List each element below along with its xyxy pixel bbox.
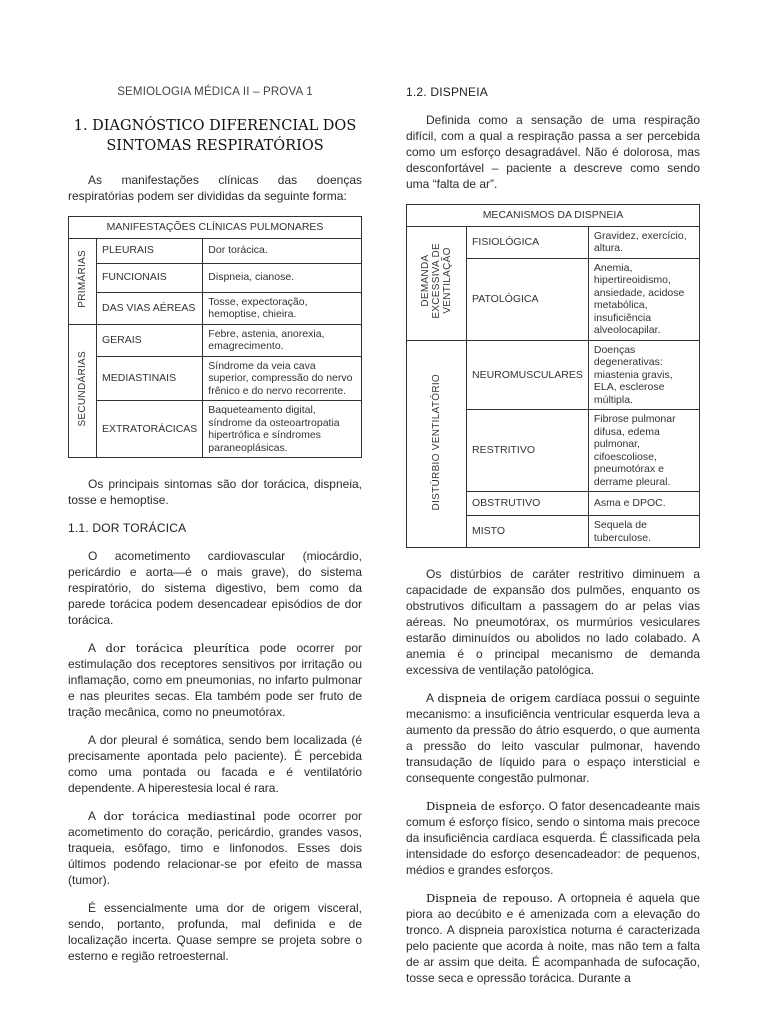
repouso-paragraph: Dispneia de repouso. A ortopneia é aquela que piora ao decúbito e é amenizada com a elevação do tronco. A dispneia paroxística noturna é caracterizada pelo paciente que acorda à noite, mas não tem a falta de ar assim que deita. É acompanhada de sufocação, tosse seca e opressão torácica. Durante a (406, 891, 700, 985)
table-header: MECANISMOS DA DISPNEIA (407, 205, 700, 227)
term-pleuritica: dor torácica pleurítica (105, 641, 250, 655)
left-column (68, 84, 362, 976)
table-cell-desc: Doenças degenerativas: miastenia gravis, ELA, esclerose múltipla. (588, 340, 699, 410)
section-title-line-2: SINTOMAS RESPIRATÓRIOS (106, 138, 324, 154)
visceral-paragraph: É essencialmente uma dor de origem visceral, sendo, portanto, profunda, mal definida e de localização incerta. Quase sempre se projeta sobre o esterno e região retroesternal. (68, 901, 362, 963)
table-cell-name: EXTRATORÁCICAS (97, 401, 203, 458)
restritivo-paragraph: Os distúrbios de caráter restritivo diminuem a capacidade de expansão dos pulmões, enquanto os obstrutivos dificultam a passagem do ar pelas vias aéreas. No pneumotórax, os murmúrios vesiculares estarão diminuídos ou abolidos no lado colabado. A anemia é o principal mecanismo de demanda excessiva de ventilação patológica. (406, 567, 700, 677)
table-cell-name: OBSTRUTIVO (467, 492, 589, 516)
esforco-paragraph: Dispneia de esforço. O fator desencadeante mais comum é esforço físico, sendo o sintoma mais precoce da insuficiência cardíaca esquerda. É classificada pela intensidade do esforço desencadeador: de pequenos, médios e grandes esforços. (406, 799, 700, 877)
table-cell-name: DAS VIAS AÉREAS (97, 292, 203, 324)
running-header: SEMIOLOGIA MÉDICA II – PROVA 1 (117, 86, 313, 98)
table-cell-name: MISTO (467, 516, 589, 548)
table-cell-desc: Baqueteamento digital, síndrome da osteoartropatia hipertrófica e síndromes paraneoplásicas. (203, 401, 362, 458)
term-dispneia-origem: dispneia de origem (437, 691, 551, 705)
table-cell-name: FISIOLÓGICA (467, 226, 589, 258)
pleural-paragraph: A dor pleural é somática, sendo bem localizada (é precisamente apontada pelo paciente). É percebida como uma pontada ou facada e é ventilatório dependente. A hiperestesia local é rara. (68, 733, 362, 795)
cardio-paragraph: O acometimento cardiovascular (miocárdio, pericárdio e aorta—é o mais grave), do sistema respiratório, do sistema digestivo, bem como da parede torácica podem desencadear episódios de dor torácica. (68, 549, 362, 627)
pulmonary-manifestations-table (68, 216, 362, 458)
intro-paragraph: As manifestações clínicas das doenças respiratórias podem ser divididas da seguinte forma: (68, 173, 362, 203)
definition-paragraph: Definida como a sensação de uma respiração difícil, com a qual a respiração passa a ser percebida como um esforço desagradável. Não é dolorosa, mas desconfortável – paciente a descreve como sendo uma “falta de ar”. (406, 113, 700, 191)
group-label-disturbio: DISTÚRBIO VENTILATÓRIO (407, 340, 467, 548)
group-label-secondary: SECUNDÁRIAS (69, 324, 97, 458)
table-cell-desc: Dispneia, cianose. (203, 263, 362, 292)
table-cell-name: MEDIASTINAIS (97, 356, 203, 401)
table-cell-name: GERAIS (97, 324, 203, 356)
term-dispneia-esforco: Dispneia de esforço. (426, 799, 546, 813)
table-cell-name: PATOLÓGICA (467, 258, 589, 340)
subsection-heading-dispneia: 1.2. DISPNEIA (406, 85, 488, 99)
table-cell-name: PLEURAIS (97, 238, 203, 263)
pleuritica-paragraph: A dor torácica pleurítica pode ocorrer por estimulação dos receptores sensitivos por irritação ou inflamação, como em pneumonias, no infarto pulmonar e nas pleurites secas. Ela também pode ser fruto de tração mecânica, como no pneumotórax. (68, 641, 362, 719)
origem-paragraph: A dispneia de origem cardíaca possui o seguinte mecanismo: a insuficiência ventricular esquerda leva a aumento da pressão do átrio esquerdo, o que aumenta a pressão do leito vascular pulmonar, havendo transudação de líquido para o espaço intersticial e consequente congestão pulmonar. (406, 691, 700, 785)
right-column (406, 84, 700, 998)
term-dispneia-repouso: Dispneia de repouso. (426, 891, 554, 905)
dyspnea-mechanisms-table (406, 204, 700, 548)
mediastinal-paragraph: A dor torácica mediastinal pode ocorrer por acometimento do coração, pericárdio, grandes vasos, traqueia, esôfago, timo e linfonodos. Esses dois últimos podendo relacionar-se por efeito de massa (tumor). (68, 809, 362, 887)
table-cell-desc: Asma e DPOC. (588, 492, 699, 516)
table-cell-desc: Fibrose pulmonar difusa, edema pulmonar, cifoescoliose, pneumotórax e derrame pleural. (588, 410, 699, 492)
term-mediastinal: dor torácica mediastinal (103, 809, 256, 823)
table-cell-desc: Sequela de tuberculose. (588, 516, 699, 548)
section-title (68, 116, 362, 156)
group-label-demanda: DEMANDA EXCESSIVA DE VENTILAÇÃO (407, 226, 467, 340)
table-cell-name: RESTRITIVO (467, 410, 589, 492)
table-cell-name: NEUROMUSCULARES (467, 340, 589, 410)
table-cell-desc: Tosse, expectoração, hemoptise, chieira. (203, 292, 362, 324)
table-cell-name: FUNCIONAIS (97, 263, 203, 292)
subsection-heading-dor: 1.1. DOR TORÁCICA (68, 521, 187, 535)
section-title-line-1: 1. DIAGNÓSTICO DIFERENCIAL DOS (73, 118, 357, 134)
table-cell-desc: Gravidez, exercício, altura. (588, 226, 699, 258)
table-cell-desc: Anemia, hipertireoidismo, ansiedade, acidose metabólica, insuficiência alveolocapilar. (588, 258, 699, 340)
table-cell-desc: Síndrome da veia cava superior, compressão do nervo frênico e do nervo recorrente. (203, 356, 362, 401)
principais-paragraph: Os principais sintomas são dor torácica, dispneia, tosse e hemoptise. (68, 477, 362, 507)
group-label-primary: PRIMÁRIAS (69, 238, 97, 324)
table-cell-desc: Febre, astenia, anorexia, emagrecimento. (203, 324, 362, 356)
table-header: MANIFESTAÇÕES CLÍNICAS PULMONARES (69, 217, 362, 239)
table-cell-desc: Dor torácica. (203, 238, 362, 263)
